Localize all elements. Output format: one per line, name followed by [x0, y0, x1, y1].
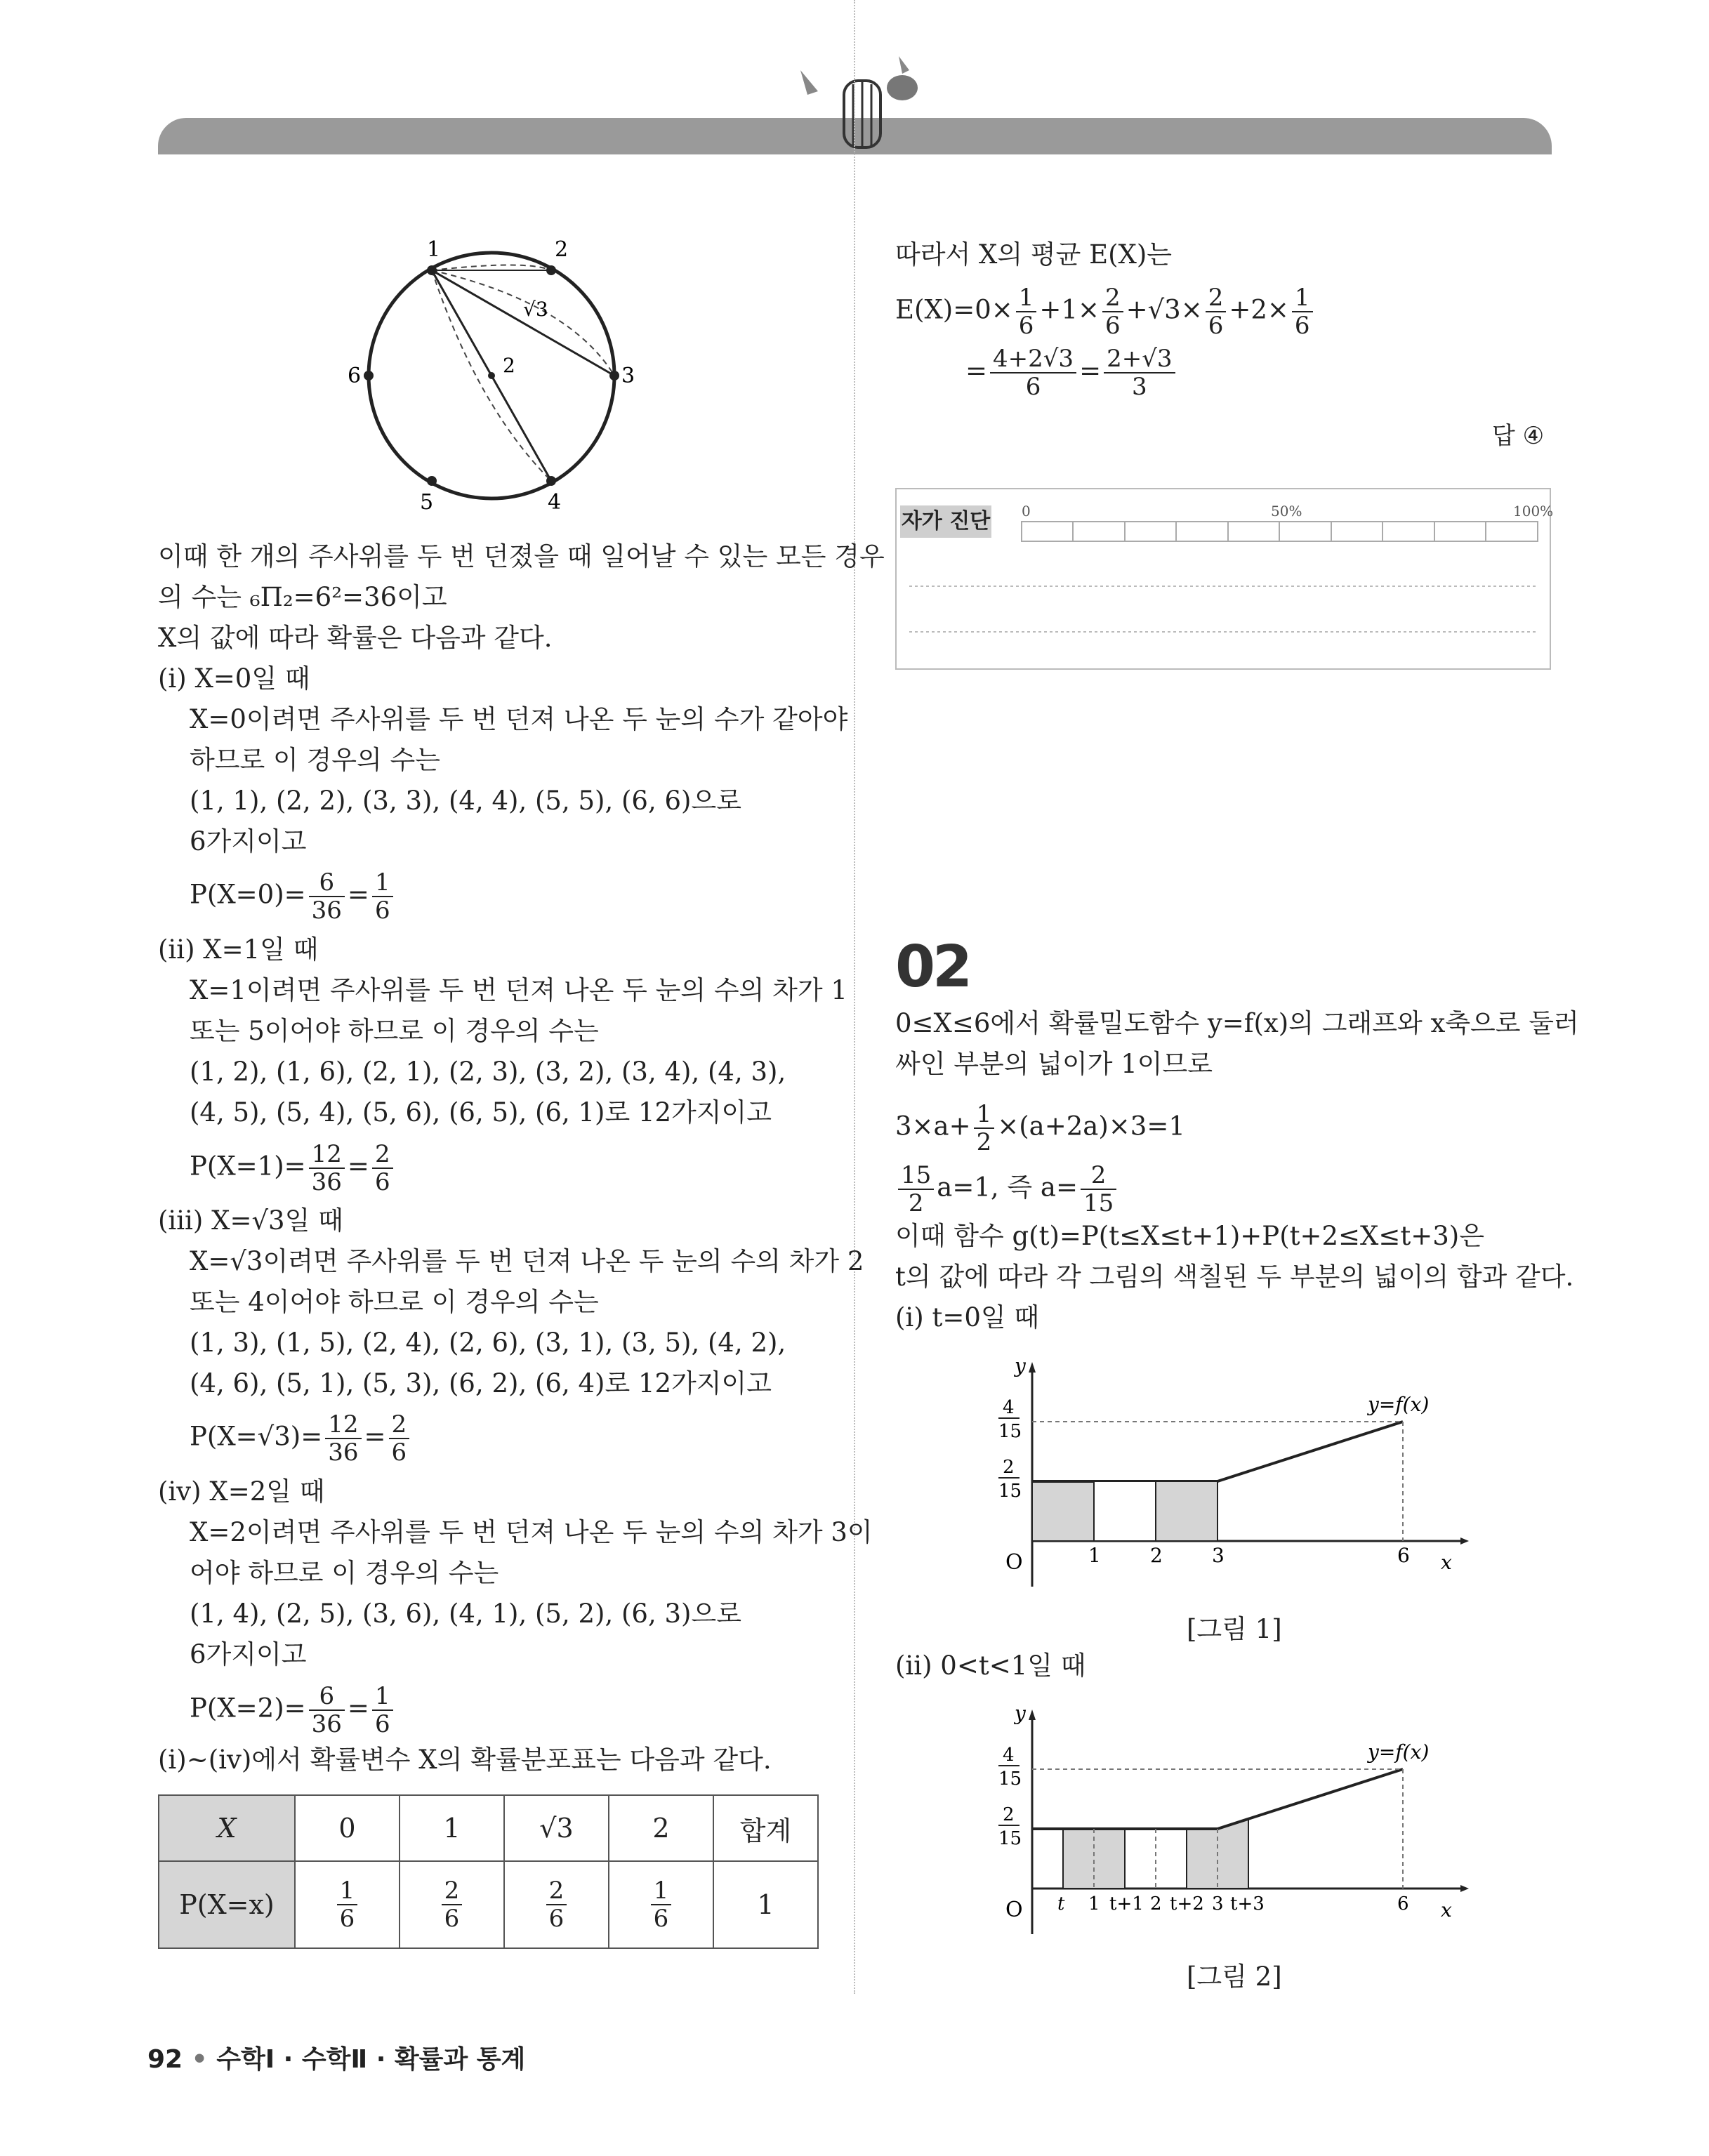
- case-t0-title: (ⅰ) t=0일 때: [895, 1302, 1040, 1332]
- case3-line-3: (1, 3), (1, 5), (2, 4), (2, 6), (3, 1), (3, 5), (4, 2),: [190, 1328, 786, 1358]
- table-row: [159, 1861, 818, 1948]
- circle-label-sqrt3: √3: [523, 298, 548, 321]
- birdcage-logo-icon: [779, 42, 934, 161]
- expectation-line-2: = $\frac{4+2√3}{6}$ = $\frac{2+√3}{3}$: [965, 345, 1178, 400]
- y-tick-hi-den: 15: [998, 1421, 1022, 1442]
- case2-line-4: (4, 5), (5, 4), (5, 6), (6, 5), (6, 1)로 12가지이고: [190, 1097, 772, 1127]
- x-tick: t+2: [1170, 1893, 1204, 1914]
- circle-label-1: 1: [427, 237, 441, 262]
- y-tick-lo-den: 15: [998, 1481, 1022, 1502]
- table-cell: 합계: [713, 1795, 818, 1861]
- y-tick-lo-num: 2: [1003, 1804, 1015, 1825]
- problem-number: 02: [895, 934, 970, 1000]
- page-number: 92: [147, 2045, 183, 2074]
- function-label: y=f(x): [1368, 1740, 1430, 1764]
- sol2-line-2: 싸인 부분의 넓이가 1이므로: [895, 1049, 1213, 1079]
- case1-title: (ⅰ) X=0일 때: [158, 663, 310, 694]
- case1-line-1: X=0이려면 주사위를 두 번 던져 나온 두 눈의 수가 같아야: [190, 704, 848, 734]
- hexagon-circle-diagram: [337, 232, 660, 527]
- self-diagnosis-label: 자가 진단: [900, 505, 991, 538]
- y-tick-hi-den: 15: [998, 1768, 1022, 1790]
- case-t01-title: (ⅱ) 0<t<1일 때: [895, 1651, 1086, 1681]
- summary-line: (ⅰ)~(ⅳ)에서 확률변수 X의 확률분포표는 다음과 같다.: [158, 1745, 772, 1775]
- table-cell: 0: [295, 1795, 400, 1861]
- y-axis-label: y: [1015, 1702, 1026, 1725]
- left-line-1: 이때 한 개의 주사위를 두 번 던졌을 때 일어날 수 있는 모든 경우: [158, 541, 885, 571]
- case2-line-2: 또는 5이어야 하므로 이 경우의 수는: [190, 1016, 599, 1046]
- case2-line-1: X=1이려면 주사위를 두 번 던져 나온 두 눈의 수의 차가 1: [190, 975, 847, 1005]
- figure-1-caption: [그림 1]: [1187, 1614, 1282, 1644]
- x-axis-label: x: [1441, 1551, 1452, 1574]
- circle-label-6: 6: [348, 364, 362, 388]
- case3-prob: P(X=√3)= $\frac{12}{36}$ = $\frac{2}{6}$: [190, 1411, 412, 1466]
- table-header-x: X: [159, 1795, 295, 1861]
- table-cell: $\frac{1}{6}$: [609, 1861, 713, 1948]
- x-tick: t+1: [1109, 1893, 1144, 1914]
- scale-100: 100%: [1513, 503, 1554, 520]
- case3-line-1: X=√3이려면 주사위를 두 번 던져 나온 두 눈의 수의 차가 2: [190, 1246, 864, 1276]
- table-cell: $\frac{2}{6}$: [400, 1861, 504, 1948]
- case1-line-3: (1, 1), (2, 2), (3, 3), (4, 4), (5, 5), (6, 6)으로: [190, 786, 741, 816]
- x-tick: 3: [1212, 1893, 1224, 1914]
- figure-1-graph: [983, 1354, 1474, 1597]
- function-label: y=f(x): [1368, 1393, 1430, 1416]
- table-cell: 2: [609, 1795, 713, 1861]
- case1-line-2: 하므로 이 경우의 수는: [190, 745, 440, 775]
- circle-label-two: 2: [503, 354, 515, 377]
- sol2-line-4: $\frac{15}{2}$ a=1, 즉 a= $\frac{2}{15}$: [895, 1162, 1119, 1217]
- x-tick: 6: [1397, 1893, 1409, 1914]
- right-line-1: 따라서 X의 평균 E(X)는: [895, 239, 1173, 270]
- origin-label: O: [1005, 1550, 1023, 1575]
- x-tick: 1: [1088, 1893, 1100, 1914]
- page-footer: 92 • 수학Ⅰ · 수학Ⅱ · 확률과 통계: [147, 2045, 526, 2074]
- circle-label-4: 4: [548, 490, 562, 515]
- column-divider: [854, 0, 857, 1994]
- table-cell: $\frac{2}{6}$: [504, 1861, 609, 1948]
- case2-title: (ⅱ) X=1일 때: [158, 934, 319, 965]
- table-cell: 1: [713, 1861, 818, 1948]
- x-tick: 1: [1088, 1544, 1101, 1567]
- x-tick: t+3: [1230, 1893, 1265, 1914]
- case1-prob: P(X=0)= $\frac{6}{36}$ = $\frac{1}{6}$: [190, 869, 396, 924]
- case3-line-2: 또는 4이어야 하므로 이 경우의 수는: [190, 1287, 599, 1317]
- case3-title: (ⅲ) X=√3일 때: [158, 1205, 343, 1236]
- origin-label: O: [1005, 1898, 1023, 1922]
- case2-line-3: (1, 2), (1, 6), (2, 1), (2, 3), (3, 2), (3, 4), (4, 3),: [190, 1057, 786, 1087]
- table-cell: 1: [400, 1795, 504, 1861]
- case4-line-3: (1, 4), (2, 5), (3, 6), (4, 1), (5, 2), (6, 3)으로: [190, 1599, 741, 1629]
- distribution-table: [158, 1794, 819, 1949]
- x-tick: 6: [1397, 1544, 1410, 1567]
- circle-label-2: 2: [555, 237, 569, 262]
- table-cell: $\frac{1}{6}$: [295, 1861, 400, 1948]
- case4-title: (ⅳ) X=2일 때: [158, 1476, 325, 1507]
- y-tick-lo-num: 2: [1003, 1457, 1015, 1478]
- left-line-3: X의 값에 따라 확률은 다음과 같다.: [158, 623, 553, 653]
- figure-2-graph: [983, 1702, 1474, 1945]
- scale-0: 0: [1022, 503, 1031, 520]
- answer-badge: 답 ④: [1492, 422, 1545, 450]
- case4-line-1: X=2이려면 주사위를 두 번 던져 나온 두 눈의 수의 차가 3이: [190, 1517, 873, 1547]
- table-cell: √3: [504, 1795, 609, 1861]
- circle-label-5: 5: [420, 490, 434, 515]
- y-axis-label: y: [1015, 1354, 1026, 1377]
- sol2-line-3: 3×a+ $\frac{1}{2}$ ×(a+2a)×3=1: [895, 1100, 1185, 1156]
- x-tick: 2: [1150, 1544, 1163, 1567]
- case2-prob: P(X=1)= $\frac{12}{36}$ = $\frac{2}{6}$: [190, 1141, 396, 1196]
- y-tick-hi-num: 4: [1003, 1397, 1015, 1418]
- left-line-2: 의 수는 ₆Π₂=6²=36이고: [158, 582, 447, 612]
- case4-line-2: 어야 하므로 이 경우의 수는: [190, 1558, 499, 1588]
- x-tick: 2: [1150, 1893, 1162, 1914]
- sol2-line-5: 이때 함수 g(t)=P(t≤X≤t+1)+P(t+2≤X≤t+3)은: [895, 1221, 1484, 1251]
- y-tick-lo-den: 15: [998, 1828, 1022, 1849]
- sol2-line-6: t의 값에 따라 각 그림의 색칠된 두 부분의 넓이의 합과 같다.: [895, 1262, 1574, 1292]
- case4-line-4: 6가지이고: [190, 1639, 307, 1669]
- case1-line-4: 6가지이고: [190, 826, 307, 857]
- table-header-p: P(X=x): [159, 1861, 295, 1948]
- y-tick-hi-num: 4: [1003, 1745, 1015, 1766]
- book-title: 수학Ⅰ · 수학Ⅱ · 확률과 통계: [216, 2045, 526, 2074]
- expectation-line-1: E(X)=0× $\frac{1}{6}$ +1× $\frac{2}{6}$ +√3× $\frac{2}{6}$ +2× $\frac{1}{6}$: [895, 284, 1316, 339]
- circle-label-3: 3: [621, 364, 635, 388]
- x-tick: t: [1057, 1893, 1065, 1914]
- scale-50: 50%: [1271, 503, 1302, 520]
- self-diagnosis-scale: [1022, 502, 1554, 656]
- table-row: [159, 1795, 818, 1861]
- case3-line-4: (4, 6), (5, 1), (5, 3), (6, 2), (6, 4)로 12가지이고: [190, 1368, 772, 1398]
- sol2-line-1: 0≤X≤6에서 확률밀도함수 y=f(x)의 그래프와 x축으로 둘러: [895, 1008, 1579, 1038]
- case4-prob: P(X=2)= $\frac{6}{36}$ = $\frac{1}{6}$: [190, 1683, 396, 1738]
- x-tick: 3: [1212, 1544, 1225, 1567]
- x-axis-label: x: [1441, 1898, 1452, 1922]
- figure-2-caption: [그림 2]: [1187, 1962, 1282, 1992]
